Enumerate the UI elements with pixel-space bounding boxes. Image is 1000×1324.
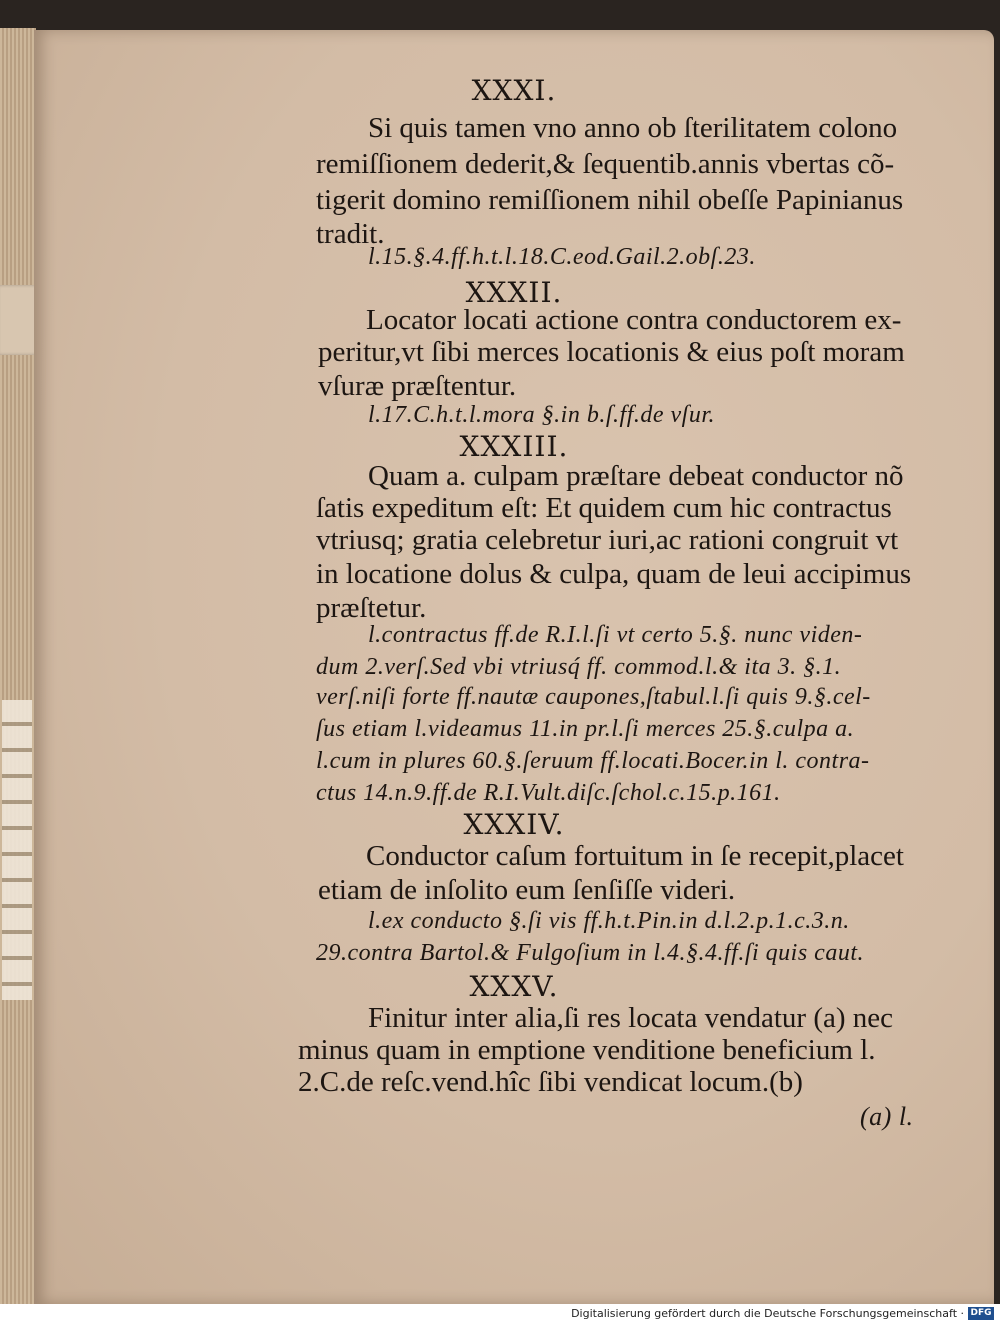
catchword: (a) l.	[860, 1102, 914, 1131]
citation-line: l.ex conducto §.ſi vis ff.h.t.Pin.in d.l.2.p.1.c.3.n.	[368, 908, 850, 934]
citation-line: 29.contra Bartol.& Fulgoſium in l.4.§.4.ff.ſi quis caut.	[316, 940, 864, 966]
text-line: remiſſionem dederit,& ſequentib.annis vbertas cõ-	[316, 148, 895, 180]
page-text	[34, 30, 994, 1304]
citation-line: verſ.niſi forte ff.nautæ caupones,ſtabul.l.ſi quis 9.§.cel-	[316, 684, 871, 710]
paper-page	[34, 30, 994, 1304]
text-line: etiam de inſolito eum ſenſiſſe videri.	[318, 874, 736, 906]
text-line: in locatione dolus & culpa, quam de leui accipimus	[316, 558, 912, 590]
text-line: tradit.	[316, 218, 385, 250]
section-heading-xxxi: XXXI.	[471, 74, 557, 107]
text-line: Finitur inter alia,ſi res locata vendatur (a) nec	[368, 1002, 894, 1034]
page-marker-strips	[2, 700, 32, 1000]
text-line: minus quam in emptione venditione beneficium l.	[298, 1034, 876, 1066]
citation-line: ctus 14.n.9.ff.de R.I.Vult.diſc.ſchol.c.15.p.161.	[316, 780, 781, 806]
book-page-edges	[0, 28, 36, 1304]
footer-bar	[0, 1304, 1000, 1324]
text-line: Conductor caſum fortuitum in ſe recepit,placet	[366, 840, 904, 872]
text-line: Quam a. culpam præſtare debeat conductor nõ	[368, 460, 904, 492]
citation-line: l.17.C.h.t.l.mora §.in b.ſ.ff.de vſur.	[368, 402, 716, 428]
section-heading-xxxiii: XXXIII.	[459, 430, 569, 463]
text-line: vtriusq; gratia celebretur iuri,ac rationi congruit vt	[316, 524, 899, 556]
text-line: Si quis tamen vno anno ob ſterilitatem colono	[368, 112, 898, 144]
text-line: tigerit domino remiſſionem nihil obeſſe Papinianus	[316, 184, 904, 216]
text-line: peritur,vt ſibi merces locationis & eius poſt moram	[318, 336, 905, 368]
citation-line: ſus etiam l.videamus 11.in pr.l.ſi merces 25.§.culpa a.	[316, 716, 855, 742]
citation-line: l.cum in plures 60.§.ſeruum ff.locati.Bocer.in l. contra-	[316, 748, 870, 774]
section-heading-xxxii: XXXII.	[465, 276, 563, 309]
citation-line: l.contractus ff.de R.I.l.ſi vt certo 5.§. nunc viden-	[368, 622, 863, 648]
text-line: præſtetur.	[316, 592, 427, 624]
text-line: vſuræ præſtentur.	[318, 370, 517, 402]
dfg-logo-icon: DFG	[968, 1307, 994, 1320]
footer-credit-text: Digitalisierung gefördert durch die Deutsche Forschungsgemeinschaft ·	[571, 1307, 964, 1320]
text-line: ſatis expeditum eſt: Et quidem cum hic contractus	[316, 492, 892, 524]
section-heading-xxxiv: XXXIV.	[463, 808, 565, 841]
section-heading-xxxv: XXXV.	[469, 970, 559, 1003]
text-line: Locator locati actione contra conductorem ex-	[366, 304, 902, 336]
citation-line: l.15.§.4.ff.h.t.l.18.C.eod.Gail.2.obſ.23.	[368, 244, 756, 270]
citation-line: dum 2.verſ.Sed vbi vtriusq́ ff. commod.l.& ita 3. §.1.	[316, 654, 842, 680]
text-line: 2.C.de reſc.vend.hîc ſibi vendicat locum.(b)	[298, 1066, 803, 1098]
